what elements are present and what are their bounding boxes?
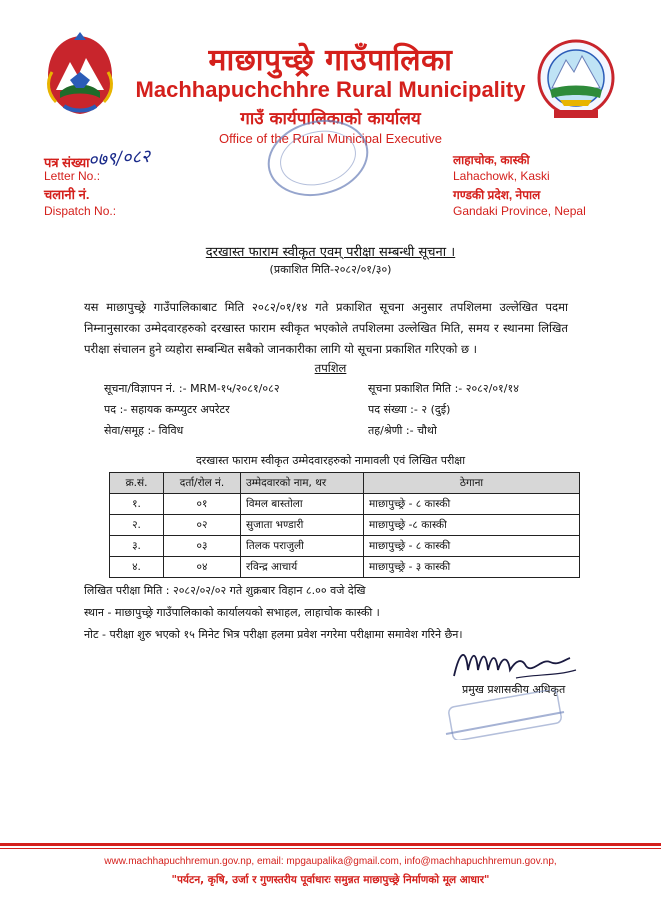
address-en-1: Lahachowk, Kaski xyxy=(453,169,550,183)
footer-divider-thin xyxy=(0,848,661,849)
header-address: ठेगाना xyxy=(364,473,580,494)
dispatch-label-en: Dispatch No.: xyxy=(44,204,117,218)
address-np-2: गण्डकी प्रदेश, नेपाल xyxy=(453,188,541,202)
cell-serial: १. xyxy=(110,494,164,515)
cell-roll: ०२ xyxy=(164,515,241,536)
header-roll: दर्ता/रोल नं. xyxy=(164,473,241,494)
cell-name: रविन्द्र आचार्य xyxy=(241,557,364,578)
cell-address: माछापुच्छ्रे - ३ कास्की xyxy=(364,557,580,578)
office-title-en: Office of the Rural Municipal Executive xyxy=(218,131,443,146)
header-name: उम्मेदवारको नाम, थर xyxy=(241,473,364,494)
dispatch-label-np: चलानी नं. xyxy=(44,187,90,202)
cell-roll: ०३ xyxy=(164,536,241,557)
footer-contact: www.machhapuchhremun.gov.np, email: mpgaupalika@gmail.com, info@machhapuchhremun.gov.np, xyxy=(104,856,557,867)
notice-date: सूचना प्रकाशित मिति :- २०८२/०१/१४ xyxy=(368,382,519,395)
cell-roll: ०१ xyxy=(164,494,241,515)
ad-number: सूचना/विज्ञापन नं. :- MRM-१५/२०८१/०८२ xyxy=(104,382,280,395)
table-caption: दरखास्त फाराम स्वीकृत उम्मेदवारहरुको नामावली एवं लिखित परीक्षा xyxy=(195,454,466,467)
table-row xyxy=(110,515,580,536)
cell-roll: ०४ xyxy=(164,557,241,578)
official-stamp-icon xyxy=(440,690,570,740)
notice-title: दरखास्त फाराम स्वीकृत एवम् परीक्षा सम्बन्धी सूचना । xyxy=(205,245,456,260)
table-row xyxy=(110,557,580,578)
signature-icon xyxy=(446,640,586,686)
published-date: (प्रकाशित मिति-२०८२/०१/३०) xyxy=(269,263,392,276)
address-np-1: लाहाचोक, कास्की xyxy=(453,153,530,167)
post-count: पद संख्या :- २ (दुई) xyxy=(368,403,451,416)
cell-name: सुजाता भण्डारी xyxy=(241,515,364,536)
header-serial: क्र.सं. xyxy=(110,473,164,494)
letter-number-handwritten: ०७९/०८२ xyxy=(87,145,151,172)
footer-motto: "पर्यटन, कृषि, उर्जा र गुणस्तरीय पूर्वाधारः समुन्नत माछापुच्छ्रे निर्माणको मूल आधार" xyxy=(171,874,490,886)
letter-label-np: पत्र संख्या xyxy=(44,155,90,170)
exam-date: लिखित परीक्षा मिति : २०८२/०२/०२ गते शुक्रबार विहान ८.०० वजे देखि xyxy=(84,584,366,597)
tapsil-heading: तपशिल xyxy=(314,361,347,375)
table-header-row xyxy=(110,473,580,494)
municipality-title-np: माछापुच्छ्रे गाउँपालिका xyxy=(208,43,453,78)
table-row xyxy=(110,536,580,557)
address-en-2: Gandaki Province, Nepal xyxy=(453,204,586,218)
cell-name: तिलक पराजुली xyxy=(241,536,364,557)
exam-note: नोट - परीक्षा शुरु भएको १५ मिनेट भित्र परीक्षा हलमा प्रवेश नगरेमा परीक्षामा समावेश गरिने छैन। xyxy=(84,628,463,641)
signatory-title: प्रमुख प्रशासकीय अधिकृत xyxy=(462,683,566,696)
notice-body: यस माछापुच्छ्रे गाउँपालिकाबाट मिति २०८२/०१/१४ गते प्रकाशित सूचना अनुसार तपशिलमा उल्लेखित पदमा निम्नानुसारका उम्मेदवारहरुको दरखास्त फाराम स्वीकृत भएकोले तपशिलमा उल्लेखित मिति, समय र स्थानमा लिखित परीक्षा संचालन हुने व्यहोरा सम्बन्धित सबैको जानकारीका लागि यो सूचना प्रकाशित गरिएको छ । xyxy=(84,300,568,356)
candidate-table xyxy=(109,472,580,578)
cell-serial: ४. xyxy=(110,557,164,578)
office-stamp-icon xyxy=(262,116,374,200)
cell-name: विमल बास्तोला xyxy=(241,494,364,515)
level: तह/श्रेणी :- चौथो xyxy=(368,424,437,437)
footer-divider xyxy=(0,843,661,846)
cell-serial: ३. xyxy=(110,536,164,557)
service-group: सेवा/समूह :- विविध xyxy=(104,424,184,437)
cell-address: माछापुच्छ्रे - ८ कास्की xyxy=(364,494,580,515)
table-row xyxy=(110,494,580,515)
letter-label-en: Letter No.: xyxy=(44,169,101,183)
municipality-title-en: Machhapuchchhre Rural Municipality xyxy=(135,77,526,102)
cell-serial: २. xyxy=(110,515,164,536)
post-name: पद :- सहायक कम्प्युटर अपरेटर xyxy=(104,403,230,416)
cell-address: माछापुच्छ्रे -८ कास्की xyxy=(364,515,580,536)
cell-address: माछापुच्छ्रे - ८ कास्की xyxy=(364,536,580,557)
exam-place: स्थान - माछापुच्छ्रे गाउँपालिकाको कार्यालयको सभाहल, लाहाचोक कास्की । xyxy=(84,606,380,619)
office-title-np: गाउँ कार्यपालिकाको कार्यालय xyxy=(240,109,421,129)
